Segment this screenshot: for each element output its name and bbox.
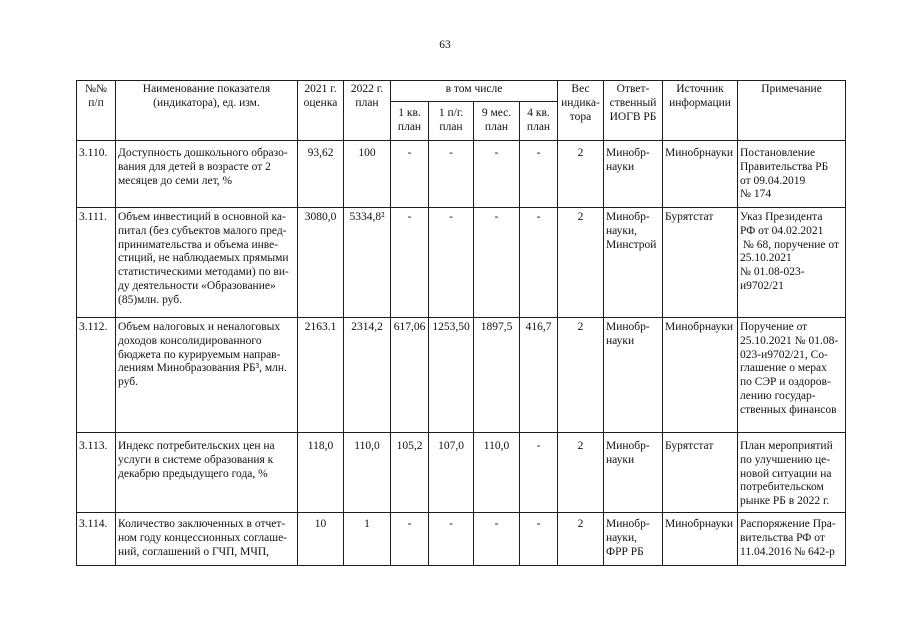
plan-q1: 105,2 (391, 433, 429, 513)
plan-q4: 416,7 (520, 318, 558, 433)
indicator-number: 3.110. (77, 141, 116, 208)
indicators-table (76, 80, 846, 566)
plan-9m: 110,0 (474, 433, 520, 513)
header-plan-q4: 4 кв. план (520, 102, 558, 141)
note: Указ Президента РФ от 04.02.2021 № 68, поручение от 25.10.2021 № 01.08-023- и9702/21 (738, 208, 846, 318)
header-source: Источник информации (663, 81, 738, 141)
header-weight: Вес индика- тора (558, 81, 604, 141)
estimate-2021: 2163.1 (298, 318, 344, 433)
responsible-body: Минобр- науки, ФРР РБ (604, 513, 663, 566)
header-including: в том числе (391, 81, 558, 102)
estimate-2021: 93,62 (298, 141, 344, 208)
table-row-3-111 (77, 208, 846, 318)
plan-2022: 100 (344, 141, 391, 208)
header-plan-q1: 1 кв. план (391, 102, 429, 141)
plan-q1: - (391, 208, 429, 318)
table-row-3-112 (77, 318, 846, 433)
indicator-weight: 2 (558, 208, 604, 318)
note: План мероприятий по улучшению це- новой ситуации на потребительском рынке РБ в 2022 г. (738, 433, 846, 513)
indicator-name: Объем налоговых и неналоговых доходов консолидированного бюджета по курируемым направ- лениям Минобразования РБ³, млн. руб. (116, 318, 298, 433)
plan-h1: - (429, 208, 474, 318)
plan-9m: - (474, 208, 520, 318)
plan-h1: 107,0 (429, 433, 474, 513)
plan-h1: 1253,50 (429, 318, 474, 433)
plan-9m: - (474, 513, 520, 566)
header-estimate-2021: 2021 г. оценка (298, 81, 344, 141)
info-source: Минобрнауки (663, 513, 738, 566)
header-plan-h1: 1 п/г. план (429, 102, 474, 141)
header-indicator-name: Наименование показателя (индикатора), ед. изм. (116, 81, 298, 141)
plan-2022: 2314,2 (344, 318, 391, 433)
responsible-body: Минобр- науки (604, 318, 663, 433)
note: Поручение от 25.10.2021 № 01.08- 023-и9702/21, Со- глашение о мерах по СЭР и оздоров- лению государ- ственных финансов (738, 318, 846, 433)
plan-h1: - (429, 141, 474, 208)
plan-h1: - (429, 513, 474, 566)
plan-9m: - (474, 141, 520, 208)
info-source: Минобрнауки (663, 318, 738, 433)
plan-q1: - (391, 513, 429, 566)
page-number: 63 (439, 39, 451, 51)
plan-q4: - (520, 208, 558, 318)
estimate-2021: 118,0 (298, 433, 344, 513)
plan-q4: - (520, 141, 558, 208)
plan-9m: 1897,5 (474, 318, 520, 433)
table-row-3-110 (77, 141, 846, 208)
note: Распоряжение Пра- вительства РФ от 11.04.2016 № 642-р (738, 513, 846, 566)
responsible-body: Минобр- науки (604, 433, 663, 513)
indicator-weight: 2 (558, 513, 604, 566)
indicator-weight: 2 (558, 433, 604, 513)
info-source: Бурятстат (663, 208, 738, 318)
indicator-name: Количество заключенных в отчет- ном году концессионных соглаше- ний, соглашений о ГЧП, МЧП, (116, 513, 298, 566)
plan-q4: - (520, 433, 558, 513)
plan-2022: 5334,8² (344, 208, 391, 318)
plan-q1: 617,06 (391, 318, 429, 433)
table-row-3-113 (77, 433, 846, 513)
responsible-body: Минобр- науки (604, 141, 663, 208)
plan-q1: - (391, 141, 429, 208)
indicator-weight: 2 (558, 141, 604, 208)
info-source: Бурятстат (663, 433, 738, 513)
header-number: №№ п/п (77, 81, 116, 141)
indicator-name: Доступность дошкольного образо- вания для детей в возрасте от 2 месяцев до семи лет, % (116, 141, 298, 208)
responsible-body: Минобр- науки, Минстрой (604, 208, 663, 318)
header-responsible: Ответ- ственный ИОГВ РБ (604, 81, 663, 141)
plan-q4: - (520, 513, 558, 566)
info-source: Минобрнауки (663, 141, 738, 208)
indicator-name: Индекс потребительских цен на услуги в системе образования к декабрю предыдущего года, % (116, 433, 298, 513)
table-header-row (77, 81, 846, 102)
indicator-weight: 2 (558, 318, 604, 433)
plan-2022: 110,0 (344, 433, 391, 513)
indicator-number: 3.111. (77, 208, 116, 318)
indicator-number: 3.112. (77, 318, 116, 433)
estimate-2021: 10 (298, 513, 344, 566)
indicator-number: 3.113. (77, 433, 116, 513)
header-plan-9m: 9 мес. план (474, 102, 520, 141)
header-plan-2022: 2022 г. план (344, 81, 391, 141)
header-note: Примечание (738, 81, 846, 141)
indicator-name: Объем инвестиций в основной ка- питал (без субъектов малого пред- принимательства и объема инве- стиций, не наблюдаемых прямыми статистическими методами) по ви- ду деятельности «Образование» (85)млн. руб. (116, 208, 298, 318)
table-row-3-114 (77, 513, 846, 566)
estimate-2021: 3080,0 (298, 208, 344, 318)
plan-2022: 1 (344, 513, 391, 566)
indicator-number: 3.114. (77, 513, 116, 566)
note: Постановление Правительства РБ от 09.04.2019 № 174 (738, 141, 846, 208)
